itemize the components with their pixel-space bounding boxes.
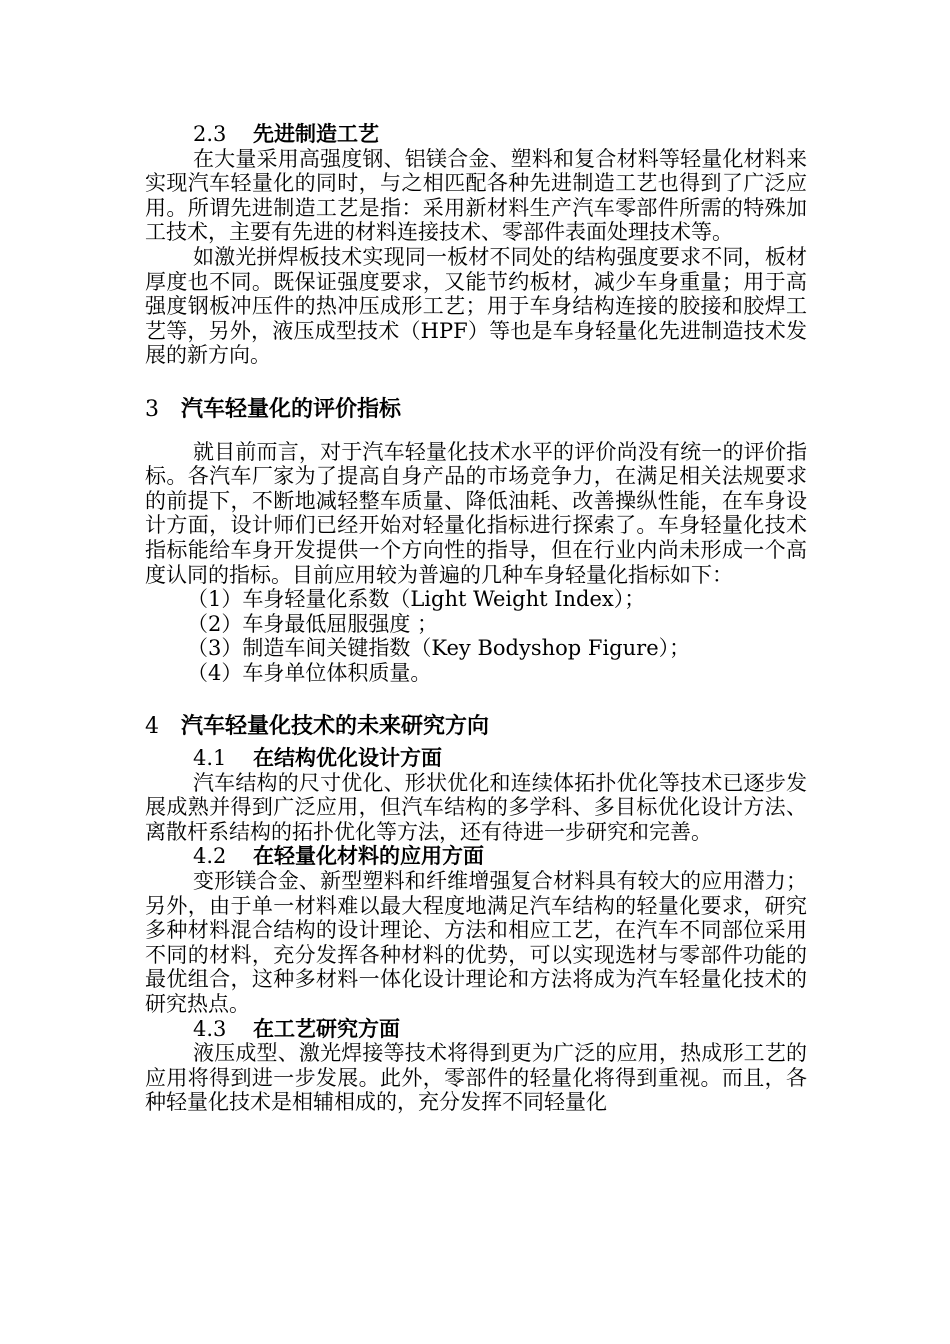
section-title: 先进制造工艺: [253, 121, 379, 146]
list-item: （4）车身单位体积质量。: [187, 660, 432, 685]
list-item: （3）制造车间关键指数（Key Bodyshop Figure）；: [187, 636, 691, 661]
section-number: 4.3: [193, 1016, 227, 1041]
document-body: [145, 122, 807, 1115]
paragraph: 汽车结构的尺寸优化、形状优化和连续体拓扑优化等技术已逐步发展成熟并得到广泛应用，但汽车结构的多学科、多目标优化设计方法、离散杆系结构的拓扑优化等方法，还有待进一步研究和完善。: [145, 770, 807, 844]
section-number: 4.2: [193, 844, 227, 869]
section-4-1-heading: [145, 746, 807, 771]
section-title: 汽车轻量化技术的未来研究方向: [181, 713, 490, 740]
paragraph: 在大量采用高强度钢、铝镁合金、塑料和复合材料等轻量化材料来实现汽车轻量化的同时，与之相匹配各种先进制造工艺也得到了广泛应用。所谓先进制造工艺是指：采用新材料生产汽车零部件所需的特殊加工技术，主要有先进的材料连接技术、零部件表面处理技术等。: [145, 146, 807, 245]
paragraph: 变形镁合金、新型塑料和纤维增强复合材料具有较大的应用潜力；另外，由于单一材料难以最大程度地满足汽车结构的轻量化要求，研究多种材料混合结构的设计理论、方法和相应工艺，在汽车不同部位采用不同的材料，充分发挥各种材料的优势，可以实现选材与零部件功能的最优组合，这种多材料一体化设计理论和方法将成为汽车轻量化技术的研究热点。: [145, 869, 807, 1016]
section-title: 在轻量化材料的应用方面: [253, 843, 484, 869]
section-number: 4: [145, 714, 159, 740]
paragraph: 液压成型、激光焊接等技术将得到更为广泛的应用，热成形工艺的应用将得到进一步发展。此外，零部件的轻量化将得到重视。而且，各种轻量化技术是相辅相成的，充分发挥不同轻量化: [145, 1041, 807, 1115]
section-4-2-heading: [145, 844, 807, 869]
section-title: 在工艺研究方面: [253, 1015, 400, 1041]
section-title: 汽车轻量化的评价指标: [181, 395, 402, 422]
section-title: 在结构优化设计方面: [253, 745, 442, 771]
list-item: （1）车身轻量化系数（Light Weight Index）；: [187, 587, 646, 612]
section-number: 2.3: [193, 122, 227, 146]
section-4-heading: [145, 714, 807, 740]
paragraph: 就目前而言，对于汽车轻量化技术水平的评价尚没有统一的评价指标。各汽车厂家为了提高自身产品的市场竞争力，在满足相关法规要求的前提下，不断地减轻整车质量、降低油耗、改善操纵性能，在车身设计方面，设计师们已经开始对轻量化指标进行探索了。车身轻量化技术指标能给车身开发提供一个方向性的指导，但在行业内尚未形成一个高度认同的指标。目前应用较为普遍的几种车身轻量化指标如下：: [145, 439, 807, 587]
section-number: 3: [145, 396, 159, 422]
section-2-3-heading: [145, 122, 807, 147]
section-number: 4.1: [193, 746, 227, 771]
section-4-3-heading: [145, 1017, 807, 1042]
paragraph: 如激光拼焊板技术实现同一板材不同处的结构强度要求不同，板材厚度也不同。既保证强度要求，又能节约板材，减少车身重量；用于高强度钢板冲压件的热冲压成形工艺；用于车身结构连接的胶接和胶焊工艺等，另外，液压成型技术（HPF）等也是车身轻量化先进制造技术发展的新方向。: [145, 244, 807, 368]
list-item: （2）车身最低屈服强度 ；: [187, 611, 439, 636]
section-3-heading: [145, 397, 807, 423]
